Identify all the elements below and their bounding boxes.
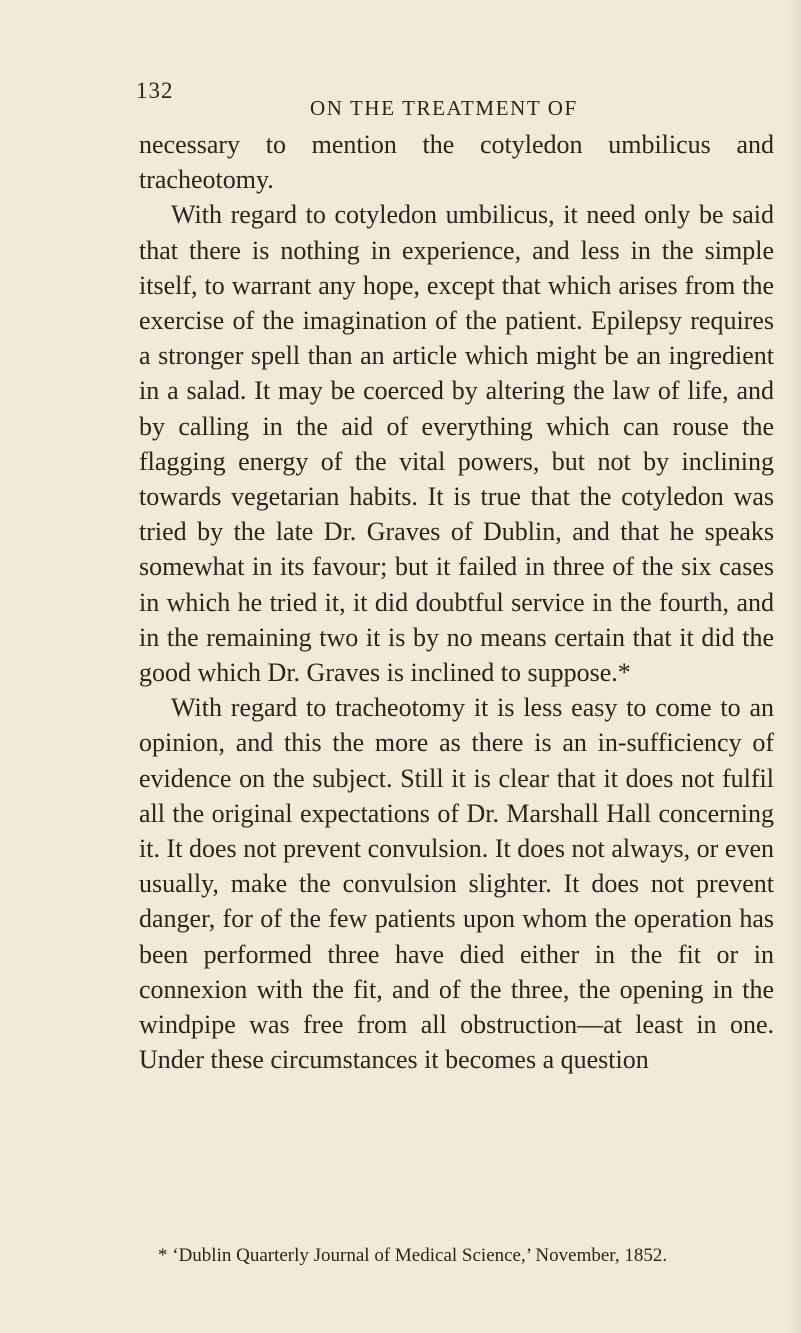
page-edge-shadow bbox=[787, 0, 801, 1333]
paragraph-cotyledon: With regard to cotyledon umbilicus, it need only be said that there is nothing in experience, and less in the simple itself, to warrant any hope, except that which arises from the exercise of the imagination of the patient. Epilepsy requires a stronger spell than an article which might be an ingredient in a salad. It may be coerced by altering the law of life, and by calling in the aid of everything which can rouse the flagging energy of the vital powers, but not by inclining towards vegetarian habits. It is true that the cotyledon was tried by the late Dr. Graves of Dublin, and that he speaks somewhat in its favour; but it failed in three of the six cases in which he tried it, it did doubtful service in the fourth, and in the remaining two it is by no means certain that it did the good which Dr. Graves is inclined to suppose.* bbox=[139, 200, 774, 688]
page-header bbox=[120, 66, 780, 120]
footnote: * ‘Dublin Quarterly Journal of Medical Science,’ November, 1852. bbox=[158, 1245, 668, 1266]
paragraph-tracheotomy: With regard to tracheotomy it is less easy to come to an opinion, and this the more as there is an in-sufficiency of evidence on the subject. Still it is clear that it does not fulfil all the original expectations of Dr. Marshall Hall concerning it. It does not prevent convulsion. It does not always, or even usually, make the convulsion slighter. It does not prevent danger, for of the few patients upon whom the operation has been performed three have died either in the fit or in connexion with the fit, and of the three, the opening in the windpipe was free from all obstruction—at least in one. Under these circumstances it becomes a question bbox=[139, 693, 774, 1075]
page-number: 132 bbox=[136, 78, 174, 103]
body-text bbox=[139, 127, 774, 1077]
running-title: ON THE TREATMENT OF bbox=[310, 96, 578, 120]
paragraph-continuation: necessary to mention the cotyledon umbilicus and tracheotomy. bbox=[139, 130, 774, 195]
